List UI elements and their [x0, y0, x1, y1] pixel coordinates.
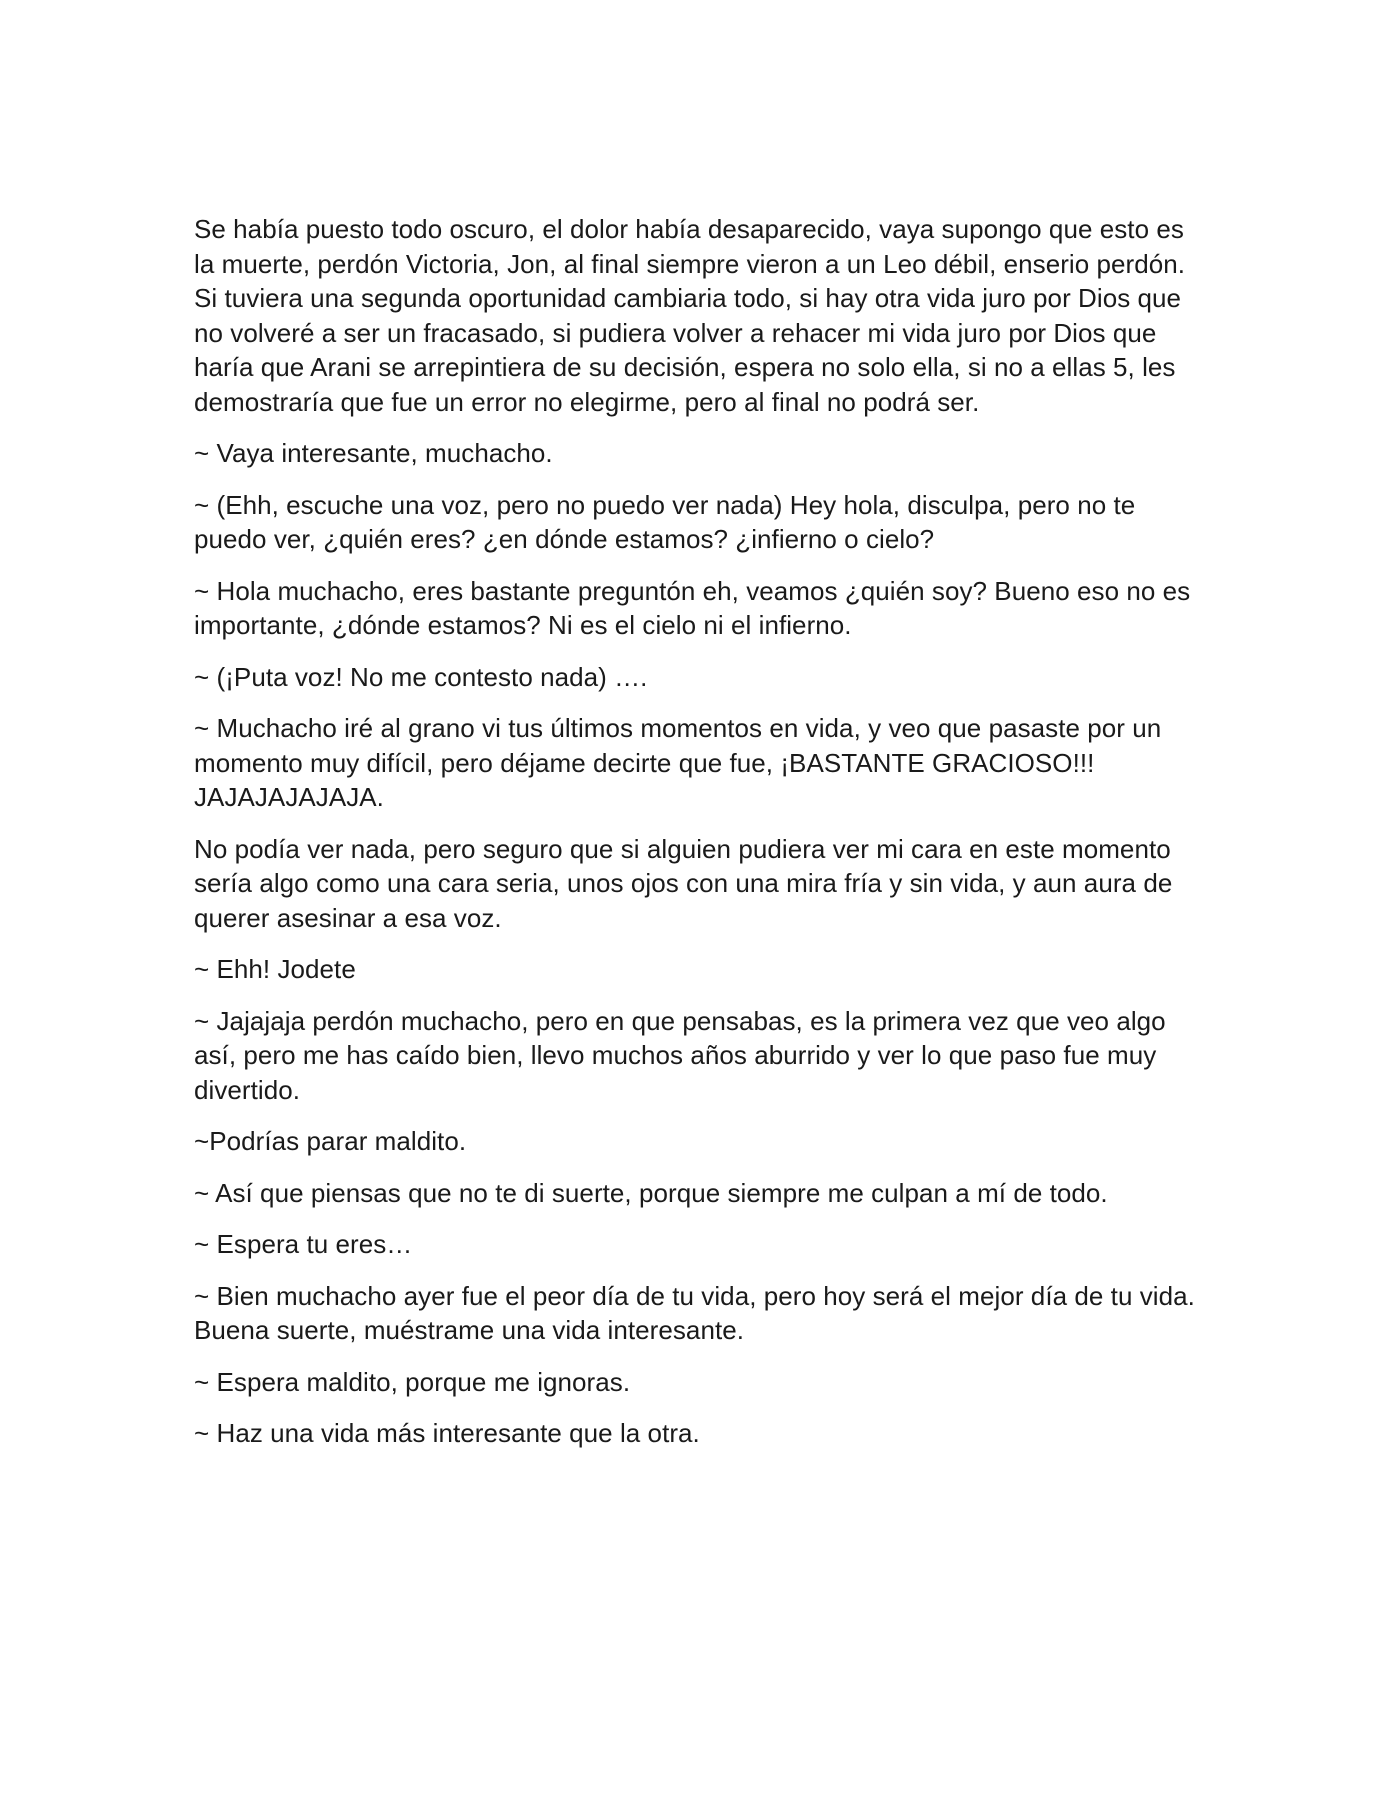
paragraph-dialogue: ~ Así que piensas que no te di suerte, porque siempre me culpan a mí de todo. [194, 1177, 1108, 1208]
paragraph-narration-opening: Se había puesto todo oscuro, el dolor había desaparecido, vaya supongo que esto es la muerte, perdón Victoria, Jon, al final siempre vieron a un Leo débil, enserio perdón. Si tuviera una segunda oportunidad cambiaria todo, si hay otra vida juro por Dios que no volveré a ser un fracasado, si pudiera volver a rehacer mi vida juro por Dios que haría que Arani se arrepintiera de su decisión, espera no solo ella, si no a ellas 5, les demostraría que fue un error no elegirme, pero al final no podrá ser. [194, 214, 1186, 417]
paragraph-dialogue-closing: ~ Haz una vida más interesante que la otra. [194, 1418, 700, 1448]
paragraph-narration: No podía ver nada, pero seguro que si alguien pudiera ver mi cara en este momento sería algo como una cara seria, unos ojos con una mira fría y sin vida, y aun aura de querer asesinar a esa voz. [194, 833, 1173, 933]
paragraph-dialogue: ~ Espera tu eres… [194, 1229, 413, 1259]
paragraph-dialogue: ~ Espera maldito, porque me ignoras. [194, 1366, 631, 1397]
document-body [194, 212, 1204, 1468]
paragraph-dialogue: ~ Bien muchacho ayer fue el peor día de tu vida, pero hoy será el mejor día de tu vida. Buena suerte, muéstrame una vida interesante. [194, 1280, 1195, 1345]
paragraph-dialogue: ~ Hola muchacho, eres bastante preguntón eh, veamos ¿quién soy? Bueno eso no es importante, ¿dónde estamos? Ni es el cielo ni el infierno. [194, 575, 1191, 640]
paragraph-dialogue: ~ Ehh! Jodete [194, 954, 356, 984]
paragraph-dialogue: ~ Vaya interesante, muchacho. [194, 438, 553, 468]
paragraph-dialogue: ~Podrías parar maldito. [194, 1126, 467, 1156]
paragraph-dialogue: ~ (¡Puta voz! No me contesto nada) …. [194, 661, 648, 692]
paragraph-dialogue: ~ (Ehh, escuche una voz, pero no puedo ver nada) Hey hola, disculpa, pero no te puedo ver, ¿quién eres? ¿en dónde estamos? ¿infierno o cielo? [194, 489, 1136, 554]
paragraph-dialogue: ~ Jajajaja perdón muchacho, pero en que pensabas, es la primera vez que veo algo así, pero me has caído bien, llevo muchos años aburrido y ver lo que paso fue muy divertido. [194, 1005, 1166, 1105]
paragraph-dialogue: ~ Muchacho iré al grano vi tus últimos momentos en vida, y veo que pasaste por un momento muy difícil, pero déjame decirte que fue, ¡BASTANTE GRACIOSO!!! JAJAJAJAJAJA. [194, 713, 1162, 812]
